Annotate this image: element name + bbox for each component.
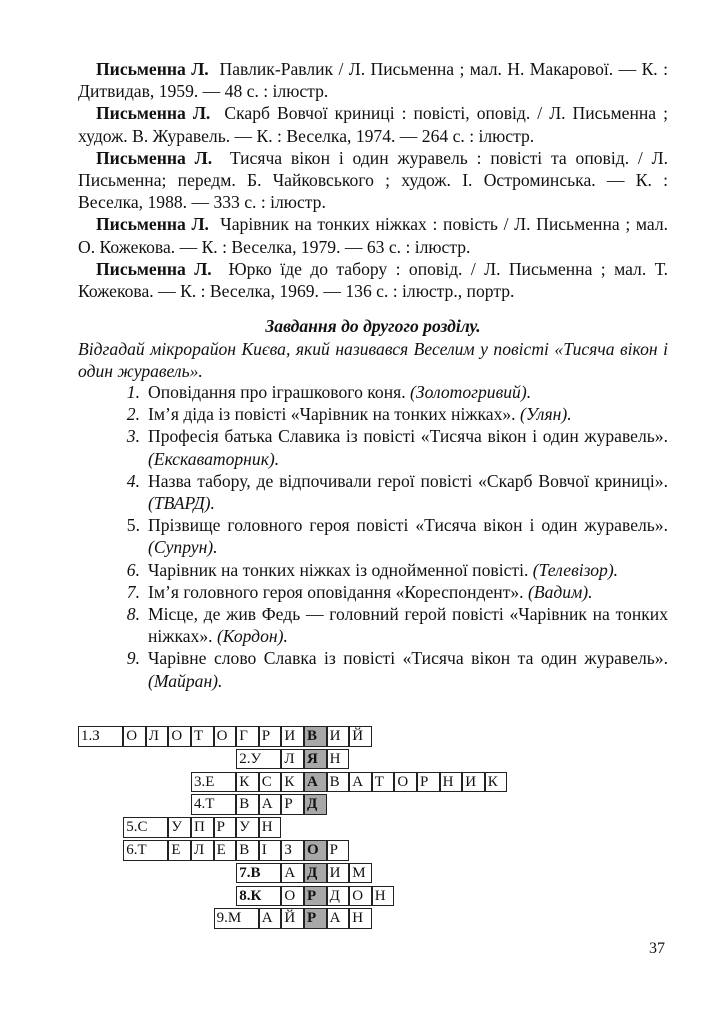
crossword-cell: Р <box>304 908 327 929</box>
crossword-cell: С <box>259 772 282 793</box>
crossword-cell: Г <box>236 726 259 747</box>
task-number: 1. <box>126 382 140 402</box>
crossword-cell: Т <box>372 772 395 793</box>
task-number: 7. <box>126 581 140 602</box>
crossword-cell: П <box>191 817 214 838</box>
task-answer: (Кордон). <box>216 626 288 647</box>
crossword-cell: О <box>304 840 327 861</box>
task-number: 8. <box>126 604 140 625</box>
task-answer: (Золотогривий). <box>410 382 532 402</box>
crossword-cell: О <box>168 726 191 747</box>
task-answer: (Супрун). <box>148 537 218 558</box>
bib-author: Письменна Л. <box>96 258 212 279</box>
crossword-label-cell: 4.Т <box>191 794 236 815</box>
task-number: 5. <box>126 515 140 536</box>
crossword-cell: Й <box>281 908 304 929</box>
crossword-label-cell: 5.С <box>123 817 168 838</box>
bib-author: Письменна Л. <box>96 214 209 235</box>
task-answer: (Майран). <box>148 670 223 691</box>
crossword-cell: И <box>281 726 304 747</box>
crossword-cell: Р <box>327 840 350 861</box>
crossword-cell: Т <box>191 726 214 747</box>
crossword-cell: Н <box>349 908 372 929</box>
crossword-cell: В <box>327 772 350 793</box>
crossword-cell: Е <box>168 840 191 861</box>
task-question: Професія батька Славика із повісті «Тисяча вікон і один журавель». <box>148 426 668 447</box>
crossword-cell: Д <box>327 886 350 907</box>
crossword-cell: Й <box>349 726 372 747</box>
section-heading: Завдання до другого розділу. <box>265 316 481 336</box>
crossword-cell: О <box>281 886 304 907</box>
task-answer: (Улян). <box>519 404 572 425</box>
crossword-cell: З <box>281 840 304 861</box>
task-number: 4. <box>126 470 140 491</box>
task-answer: (Телевізор). <box>532 559 619 580</box>
task-question: Оповідання про іграшкового коня. <box>148 382 411 402</box>
crossword-cell: Р <box>304 886 327 907</box>
crossword-cell: Л <box>146 726 169 747</box>
task-question: Чарівне слово Славка із повісті «Тисяча вікон та один журавель». <box>148 648 668 669</box>
crossword-label-cell: 1.З <box>78 726 123 747</box>
crossword-cell: Е <box>214 840 237 861</box>
crossword-cell: Р <box>281 794 304 815</box>
crossword-cell: В <box>304 726 327 747</box>
crossword-cell: Л <box>281 749 304 770</box>
crossword-cell: Л <box>191 840 214 861</box>
crossword-label-cell: 2.У <box>236 749 281 770</box>
crossword-cell: О <box>123 726 146 747</box>
crossword-cell: Н <box>259 817 282 838</box>
crossword-cell: Я <box>304 749 327 770</box>
crossword-cell: О <box>349 886 372 907</box>
crossword-cell: А <box>259 908 282 929</box>
bib-text: Чарівник на тонких ніжках : повість / Л. Письменна ; мал. О. Кожекова. — К. : Веселка, 1979. — 63 с. : ілюстр. <box>78 214 669 257</box>
crossword-cell: Н <box>327 749 350 770</box>
crossword-cell: У <box>236 817 259 838</box>
bib-author: Письменна Л. <box>96 59 209 79</box>
task-question: Назва табору, де відпочивали герої повісті «Скарб Вовчої криниці». <box>148 470 668 491</box>
bib-text: Юрко їде до табору : оповід. / Л. Письменна ; мал. Т. Кожекова. — К. : Веселка, 1969. — 136 с. : ілюстр., портр. <box>78 258 668 302</box>
crossword-cell: А <box>259 794 282 815</box>
task-number: 2. <box>126 404 140 425</box>
crossword-cell: К <box>236 772 259 793</box>
task-question: Прізвище головного героя повісті «Тисяча вікон і один журавель». <box>148 515 668 536</box>
task-number: 9. <box>126 648 140 669</box>
crossword-cell: И <box>462 772 485 793</box>
crossword-cell: А <box>304 772 327 793</box>
crossword-cell: И <box>327 863 350 884</box>
crossword-cell: Д <box>304 863 327 884</box>
crossword-cell: О <box>214 726 237 747</box>
bib-text: Скарб Вовчої криниці : повісті, оповід. / Л. Письменна ; худож. В. Журавель. — К. : Веселка, 1974. — 264 с. : ілюстр. <box>78 103 668 146</box>
crossword-cell: В <box>236 794 259 815</box>
crossword-cell: Р <box>214 817 237 838</box>
task-question: Ім’я діда із повісті «Чарівник на тонких ніжках». <box>148 404 520 425</box>
crossword-cell: І <box>259 840 282 861</box>
crossword-label-cell: 3.Е <box>191 772 236 793</box>
task-intro: Відгадай мікрорайон Києва, який називався Веселим у повісті «Тисяча вікон і один журавель». <box>78 339 668 381</box>
task-number: 3. <box>126 426 140 447</box>
task-question: Місце, де жив Федь — головний герой повісті «Чарівник на тонких ніжках». <box>148 604 668 647</box>
task-question: Ім’я головного героя оповідання «Кореспондент». <box>148 581 528 602</box>
crossword-cell: Н <box>372 886 395 907</box>
task-answer: (ТВАРД). <box>148 493 215 514</box>
page-number: 37 <box>649 940 665 957</box>
crossword-cell: М <box>349 863 372 884</box>
crossword-cell: А <box>349 772 372 793</box>
bib-text: Павлик-Равлик / Л. Письменна ; мал. Н. Макарової. — К. : Дитвидав, 1959. — 48 с. : ілюстр. <box>78 59 668 102</box>
task-number: 6. <box>126 559 140 580</box>
task-question: Чарівник на тонких ніжках із однойменної повісті. <box>148 559 533 580</box>
task-answer: (Екскаваторник). <box>148 448 280 469</box>
crossword-cell: О <box>394 772 417 793</box>
bib-author: Письменна Л. <box>96 147 213 168</box>
crossword-cell: К <box>485 772 508 793</box>
crossword-label-cell: 7.В <box>236 863 281 884</box>
crossword-cell: К <box>281 772 304 793</box>
crossword-label-cell: 9.М <box>214 908 259 929</box>
crossword-cell: Д <box>304 794 327 815</box>
bib-text: Тисяча вікон і один журавель : повісті та оповід. / Л. Письменна; передм. Б. Чайковського ; худож. І. Остроминська. — К. : Веселка, 1988. — 333 с. : ілюстр. <box>78 147 668 213</box>
task-answer: (Вадим). <box>527 581 593 602</box>
crossword-cell: А <box>281 863 304 884</box>
crossword-cell: Р <box>259 726 282 747</box>
crossword-cell: В <box>236 840 259 861</box>
crossword-label-cell: 6.Т <box>123 840 168 861</box>
crossword-cell: И <box>327 726 350 747</box>
crossword-cell: Н <box>440 772 463 793</box>
crossword-cell: У <box>168 817 191 838</box>
crossword-cell: Р <box>417 772 440 793</box>
bib-author: Письменна Л. <box>96 103 211 124</box>
crossword-label-cell: 8.К <box>236 886 281 907</box>
crossword-cell: А <box>327 908 350 929</box>
